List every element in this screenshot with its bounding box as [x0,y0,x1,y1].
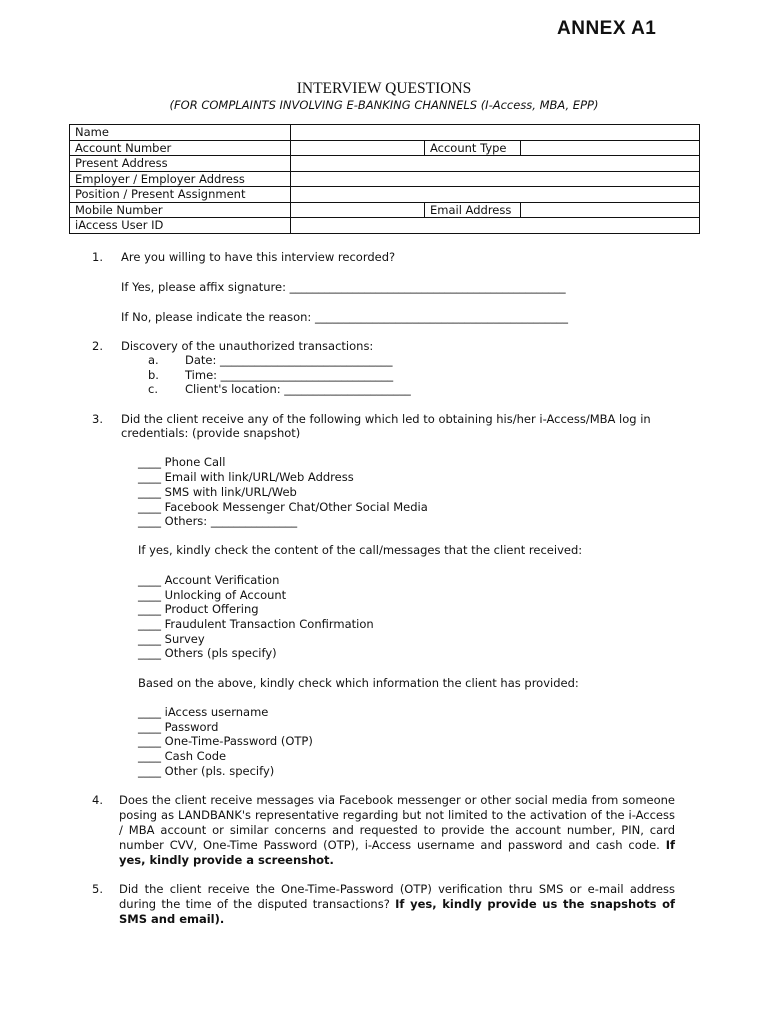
q4-bold-request: If yes, kindly provide a screenshot. [119,838,676,867]
table-row [70,187,700,203]
label-present-address: Present Address [70,156,291,172]
client-info-table [69,124,700,234]
q5-number: 5. [92,882,103,896]
list-item[interactable]: ____ Product Offering [138,602,259,616]
q2-time-line[interactable]: Time: ______________________________ [185,368,394,382]
list-item[interactable]: ____ One-Time-Password (OTP) [138,734,313,748]
field-account-number[interactable] [291,140,425,156]
list-item[interactable]: ____ Password [138,720,219,734]
list-item[interactable]: ____ Facebook Messenger Chat/Other Social Media [138,500,428,514]
q1-yes-line[interactable]: If Yes, please affix signature: ________________________________________________ [121,280,566,294]
document-subtitle: (FOR COMPLAINTS INVOLVING E-BANKING CHANNELS (I-Access, MBA, EPP) [169,98,599,112]
label-account-type: Account Type [425,140,521,156]
q2-location-line[interactable]: Client's location: ______________________ [185,382,411,396]
field-account-type[interactable] [521,140,700,156]
label-account-number: Account Number [70,140,291,156]
list-item[interactable]: ____ Others: _______________ [138,514,298,528]
q1-text: Are you willing to have this interview recorded? [121,250,396,264]
list-item[interactable]: ____ Cash Code [138,749,227,763]
field-name[interactable] [291,125,700,141]
list-item[interactable]: ____ Other (pls. specify) [138,764,275,778]
annex-label: ANNEX A1 [557,18,657,39]
q4-text: Does the client receive messages via Facebook messenger or other social media from someone posing as LANDBANK's representative regarding but not limited to the activation of the i-Access / MBA account or similar concerns and requested to provide the account number, PIN, card number CVV, One-Time Password (OTP), i-Access username and password and cash code. If yes, kindly provide a screenshot. [119,793,676,867]
q5-text: Did the client receive the One-Time-Password (OTP) verification thru SMS or e-mail address during the time of the disputed transactions? If yes, kindly provide us the snapshots of SMS and email). [119,882,675,926]
field-mobile[interactable] [291,202,425,218]
field-email[interactable] [521,202,700,218]
table-row [70,156,700,172]
q2-letter-b: b. [148,368,159,382]
list-item[interactable]: ____ Account Verification [138,573,280,587]
label-iaccess: iAccess User ID [70,218,291,234]
q2-letter-c: c. [148,382,158,396]
q4-number: 4. [92,793,103,807]
q3-check-content: If yes, kindly check the content of the call/messages that the client received: [138,543,583,557]
document-title: INTERVIEW QUESTIONS [296,80,472,97]
list-item[interactable]: ____ SMS with link/URL/Web [138,485,297,499]
table-row [70,218,700,234]
table-row [70,125,700,141]
field-iaccess[interactable] [291,218,700,234]
field-employer[interactable] [291,171,700,187]
field-present-address[interactable] [291,156,700,172]
list-item[interactable]: ____ Fraudulent Transaction Confirmation [138,617,374,631]
q3-check-info: Based on the above, kindly check which information the client has provided: [138,676,579,690]
list-item[interactable]: ____ Unlocking of Account [138,588,287,602]
list-item[interactable]: ____ Phone Call [138,455,226,469]
q3-text-line2: credentials: (provide snapshot) [121,426,301,440]
q2-letter-a: a. [148,353,159,367]
label-email: Email Address [425,202,521,218]
q2-date-line[interactable]: Date: ______________________________ [185,353,393,367]
list-item[interactable]: ____ Survey [138,632,205,646]
list-item[interactable]: ____ iAccess username [138,705,269,719]
q2-number: 2. [92,339,103,353]
q2-text: Discovery of the unauthorized transactions: [121,339,374,353]
field-position[interactable] [291,187,700,203]
label-employer: Employer / Employer Address [70,171,291,187]
q1-no-line[interactable]: If No, please indicate the reason: ____________________________________________ [121,310,568,324]
table-row [70,171,700,187]
label-mobile: Mobile Number [70,202,291,218]
list-item[interactable]: ____ Others (pls specify) [138,646,277,660]
q5-bold-request: If yes, kindly provide us the snapshots of SMS and email). [119,897,675,926]
table-row [70,202,700,218]
q3-number: 3. [92,412,103,426]
label-position: Position / Present Assignment [70,187,291,203]
q3-text-line1: Did the client receive any of the following which led to obtaining his/her i-Access/MBA log in [121,412,651,426]
q1-number: 1. [92,250,103,264]
label-name: Name [70,125,291,141]
list-item[interactable]: ____ Email with link/URL/Web Address [138,470,354,484]
table-row [70,140,700,156]
